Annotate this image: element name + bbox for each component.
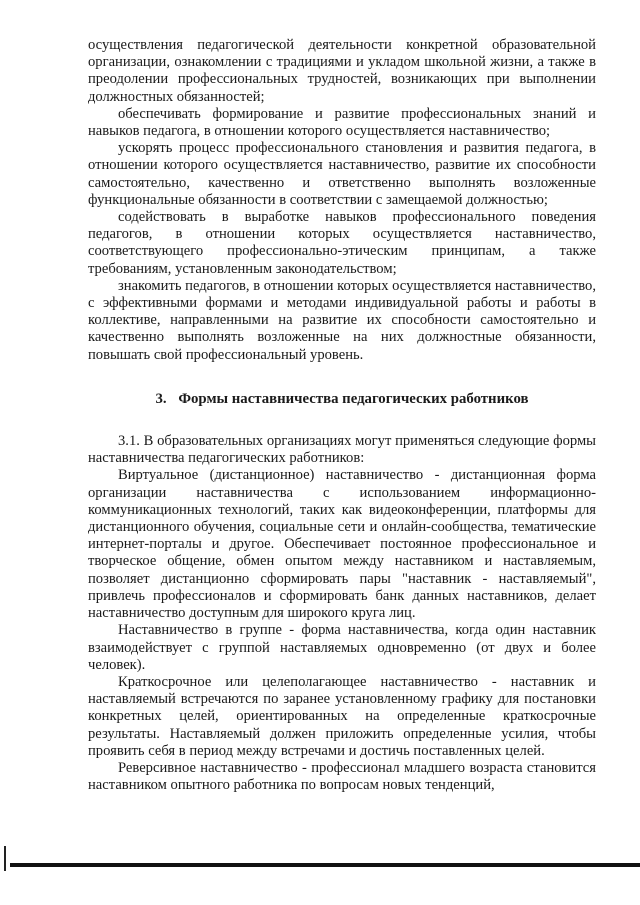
paragraph-6: 3.1. В образовательных организациях могут применяться следующие формы наставничества педагогических работников: [88, 433, 596, 467]
section-heading [88, 391, 596, 408]
paragraph-8: Наставничество в группе - форма наставничества, когда один наставник взаимодействует с группой наставляемых одновременно (от двух и более человек). [88, 622, 596, 673]
scan-margin-mark [4, 846, 6, 871]
paragraph-10: Реверсивное наставничество - профессионал младшего возраста становится наставником опытного работника по вопросам новых тенденций, [88, 759, 596, 794]
paragraph-9: Краткосрочное или целеполагающее наставничество - наставник и наставляемый встречаются по заранее установленному графику для постановки конкретных целей, ориентированных на определенные краткосрочные результаты. Наставляемый должен приложить определенные усилия, чтобы проявить себя в период между встречами и достичь поставленных целей. [88, 673, 596, 759]
document-body [88, 37, 596, 794]
section-title: Формы наставничества педагогических работников [178, 390, 529, 407]
paragraph-4: содействовать в выработке навыков профессионального поведения педагогов, в отношении которых осуществляется наставничество, соответствующего профессионально-этическим принципам, а также требованиям, установленным законодательством; [88, 209, 596, 277]
paragraph-7: Виртуальное (дистанционное) наставничество - дистанционная форма организации наставничества с использованием информационно-коммуникационных технологий, таких как видеоконференции, платформы для дистанционного обучения, социальные сети и онлайн-сообщества, тематические интернет-порталы и другое. Обеспечивает постоянное профессиональное и творческое общение, обмен опытом между наставником и наставляемым, позволяет дистанционно сформировать пары "наставник - наставляемый", привлечь профессионалов и сформировать банк данных наставников, делает наставничество доступным для широкого круга лиц. [88, 467, 596, 622]
scan-bottom-line [10, 863, 640, 867]
paragraph-1: осуществления педагогической деятельности конкретной образовательной организации, ознакомлении с традициями и укладом школьной жизни, а также в преодолении профессиональных трудностей, возникающих при выполнении должностных обязанностей; [88, 37, 596, 105]
paragraph-3: ускорять процесс профессионального становления и развития педагога, в отношении которого осуществляется наставничество, развитие их способности самостоятельно, качественно и ответственно выполнять возложенные функциональные обязанности в соответствии с замещаемой должностью; [88, 140, 596, 208]
paragraph-2: обеспечивать формирование и развитие профессиональных знаний и навыков педагога, в отношении которого осуществляется наставничество; [88, 105, 596, 140]
section-number: 3. [155, 390, 167, 407]
paragraph-5: знакомить педагогов, в отношении которых осуществляется наставничество, с эффективными формами и методами индивидуальной работы и работы в коллективе, направленными на развитие их способности самостоятельно и качественно выполнять возложенные на них должностные обязанности, повышать свой профессиональный уровень. [88, 277, 596, 363]
